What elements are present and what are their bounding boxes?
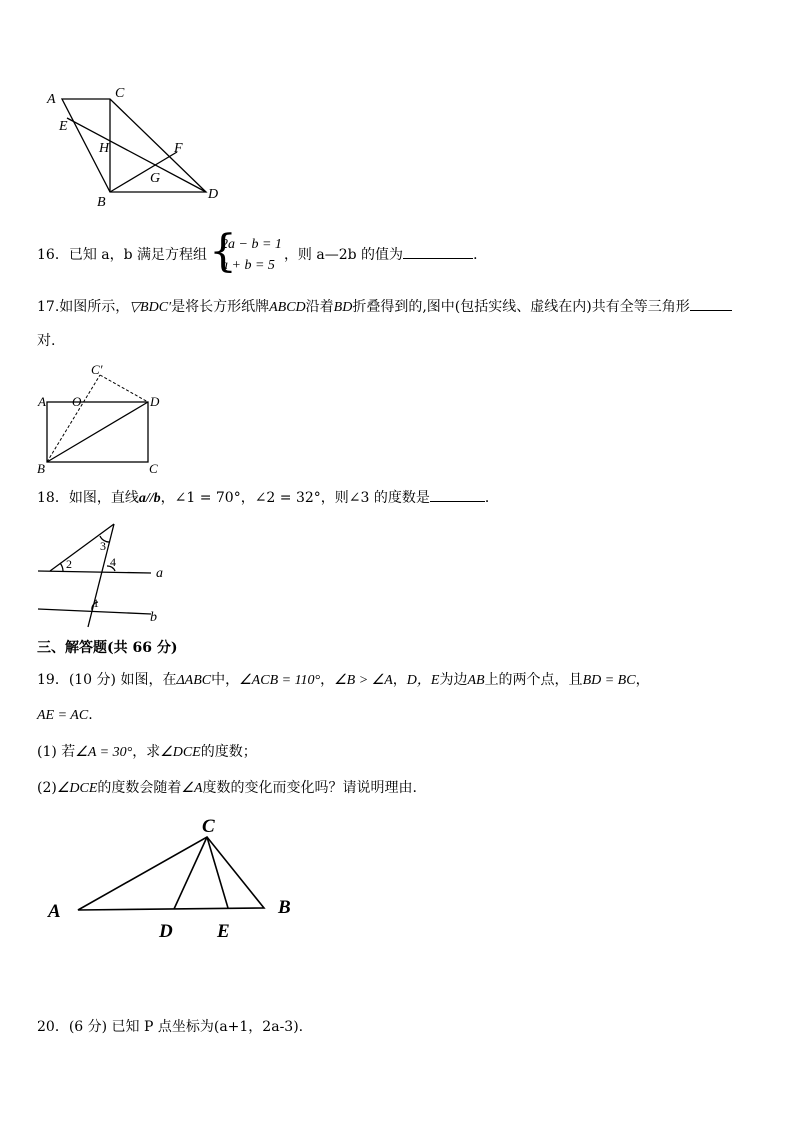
q19-line1d: 上的两个点，且 bbox=[484, 672, 583, 688]
question-19-part2 bbox=[37, 778, 417, 799]
q19-p2b: 的度数会随着 bbox=[97, 780, 182, 796]
q17-mid3: 折叠得到的,图中(包括实线、虚线在内)共有全等三角形 bbox=[352, 299, 690, 315]
label-C-prime: C′ bbox=[91, 362, 103, 377]
q19-comma2: ， bbox=[392, 672, 407, 688]
label-H: H bbox=[99, 141, 110, 156]
answer-blank-17[interactable] bbox=[690, 296, 732, 311]
q19-p2A: ∠A bbox=[181, 781, 203, 796]
q19-comma1: ， bbox=[320, 672, 335, 688]
line-a bbox=[38, 571, 151, 573]
figure-q19 bbox=[44, 812, 304, 944]
label-B: B bbox=[37, 461, 45, 476]
q19-bdbc: BD = BC bbox=[582, 673, 636, 688]
label-E: E bbox=[59, 119, 68, 134]
q19-p1a: (1) 若 bbox=[37, 744, 76, 760]
q19-p2c: 度数的变化而变化吗？请说明理由. bbox=[202, 780, 417, 796]
equation-1: 2a − b = 1 bbox=[221, 237, 282, 252]
equation-2: a + b = 5 bbox=[221, 258, 275, 273]
q17-end: 对. bbox=[37, 333, 56, 349]
segment-cd bbox=[174, 837, 207, 909]
label-D: D bbox=[208, 187, 219, 202]
q17-prefix: 17.如图所示， bbox=[37, 299, 130, 315]
label-E: E bbox=[217, 921, 230, 942]
triangle-abc bbox=[78, 837, 264, 910]
label-A: A bbox=[38, 394, 46, 409]
label-C: C bbox=[149, 461, 158, 476]
q19-line1b: 中， bbox=[211, 672, 240, 688]
q18-prefix: 18．如图，直线 bbox=[37, 490, 139, 506]
label-B: B bbox=[278, 897, 291, 918]
question-16 bbox=[37, 226, 488, 277]
label-1: 1 bbox=[93, 596, 99, 610]
label-C: C bbox=[202, 816, 215, 837]
label-O: O bbox=[72, 394, 82, 409]
q19-p1c: 的度数； bbox=[200, 744, 257, 760]
dashed-c-prime-d bbox=[100, 375, 148, 402]
question-18 bbox=[37, 487, 499, 509]
label-D: D bbox=[150, 394, 160, 409]
question-19 bbox=[37, 670, 650, 691]
q17-mid2: 沿着 bbox=[305, 299, 334, 315]
q16-suffix: ，则 a—2b 的值为 bbox=[283, 247, 404, 263]
q19-p1angle: ∠A = 30° bbox=[75, 745, 133, 760]
label-F: F bbox=[174, 141, 183, 156]
q19-aeac: AE = AC bbox=[37, 708, 89, 723]
q19-p1dce: ∠DCE bbox=[160, 745, 201, 760]
label-b: b bbox=[150, 610, 157, 625]
figure-q17 bbox=[34, 360, 174, 478]
answer-blank-18[interactable] bbox=[430, 487, 485, 502]
question-17-cont bbox=[37, 331, 55, 351]
q18-end: ． bbox=[484, 490, 499, 506]
segment-ce bbox=[207, 837, 228, 908]
label-D: D bbox=[159, 921, 173, 942]
q19-line2end: . bbox=[88, 707, 93, 723]
question-19-part1 bbox=[37, 742, 257, 763]
q17-triangle: ▽BDC′ bbox=[129, 300, 172, 315]
label-3: 3 bbox=[100, 539, 106, 553]
question-19-line2 bbox=[37, 705, 93, 726]
q20-text: 20．(6 分) 已知 P 点坐标为(a+1，2a-3). bbox=[37, 1019, 304, 1035]
q19-acb: ∠ACB = 110° bbox=[239, 673, 321, 688]
label-G: G bbox=[150, 171, 161, 186]
segment-ed bbox=[67, 118, 206, 192]
label-4: 4 bbox=[110, 555, 116, 569]
label-a: a bbox=[156, 566, 163, 581]
q19-p2a: (2) bbox=[37, 780, 57, 796]
q17-line: BD bbox=[333, 300, 353, 315]
q19-de: D，E bbox=[406, 673, 440, 688]
label-2: 2 bbox=[66, 557, 72, 571]
section-heading: 三、解答题(共 66 分) bbox=[37, 640, 178, 656]
q19-p2dce: ∠DCE bbox=[56, 781, 98, 796]
q18-mid: ，∠1 = 70°，∠2 = 32°，则∠3 的度数是 bbox=[160, 490, 430, 506]
answer-blank-16[interactable] bbox=[403, 244, 473, 259]
figure-q18 bbox=[36, 518, 176, 630]
label-B: B bbox=[97, 195, 106, 210]
brace-icon: { bbox=[209, 226, 238, 277]
question-20 bbox=[37, 1017, 303, 1037]
q16-prefix: 16．已知 a，b 满足方程组 bbox=[37, 247, 208, 263]
dashed-bc-prime bbox=[47, 375, 100, 462]
q19-ab: AB bbox=[467, 673, 485, 688]
q19-triangle: ΔABC bbox=[176, 673, 212, 688]
angle-2-arc bbox=[60, 563, 63, 571]
q19-line1a: 19．(10 分) 如图，在 bbox=[37, 672, 177, 688]
figure-q15 bbox=[40, 82, 230, 210]
question-17 bbox=[37, 296, 732, 318]
label-C: C bbox=[115, 86, 125, 101]
q19-ineq: ∠B > ∠A bbox=[334, 673, 393, 688]
label-A: A bbox=[47, 92, 56, 107]
diagonal-bd bbox=[47, 402, 148, 462]
q17-rect: ABCD bbox=[269, 300, 306, 315]
q19-line1e: ， bbox=[635, 672, 650, 688]
q19-line1c: 为边 bbox=[439, 672, 468, 688]
equation-system bbox=[209, 226, 282, 277]
q18-ab: a//b bbox=[138, 491, 161, 506]
q19-p1b: ，求 bbox=[132, 744, 161, 760]
q17-mid1: 是将长方形纸牌 bbox=[171, 299, 270, 315]
label-A: A bbox=[48, 901, 61, 922]
q16-end: ． bbox=[473, 247, 488, 263]
